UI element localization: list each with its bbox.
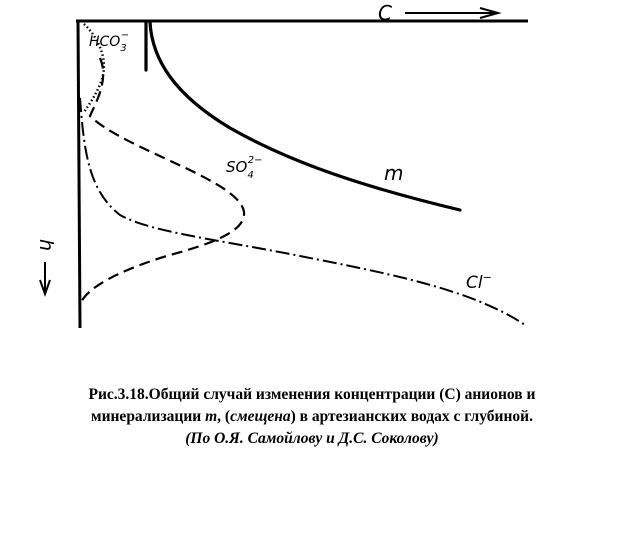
so4-curve: [80, 58, 244, 305]
figure-caption: [20, 384, 604, 450]
c-axis-arrow: [405, 8, 498, 18]
m-curve: [146, 22, 460, 210]
caption-line-1: Рис.3.18.Общий случай изменения концентрации (С) анионов и: [88, 386, 536, 403]
m-label: m: [384, 161, 404, 185]
h-axis-line: [78, 21, 80, 328]
so4-label: $SO_42-$: [226, 155, 263, 181]
h-axis-arrow: [40, 262, 50, 294]
cl-label: Cl−: [466, 271, 492, 293]
cl-curve: [80, 98, 525, 325]
h-axis-label: h: [35, 239, 57, 252]
caption-line-2: минерализации m, (смещена) в артезианских водах с глубиной.: [91, 408, 533, 425]
hco3-label: $HCO_3-$: [89, 30, 130, 54]
c-axis-label: C: [378, 1, 392, 25]
caption-line-3: (По О.Я. Самойлову и Д.С. Соколову): [185, 430, 439, 447]
